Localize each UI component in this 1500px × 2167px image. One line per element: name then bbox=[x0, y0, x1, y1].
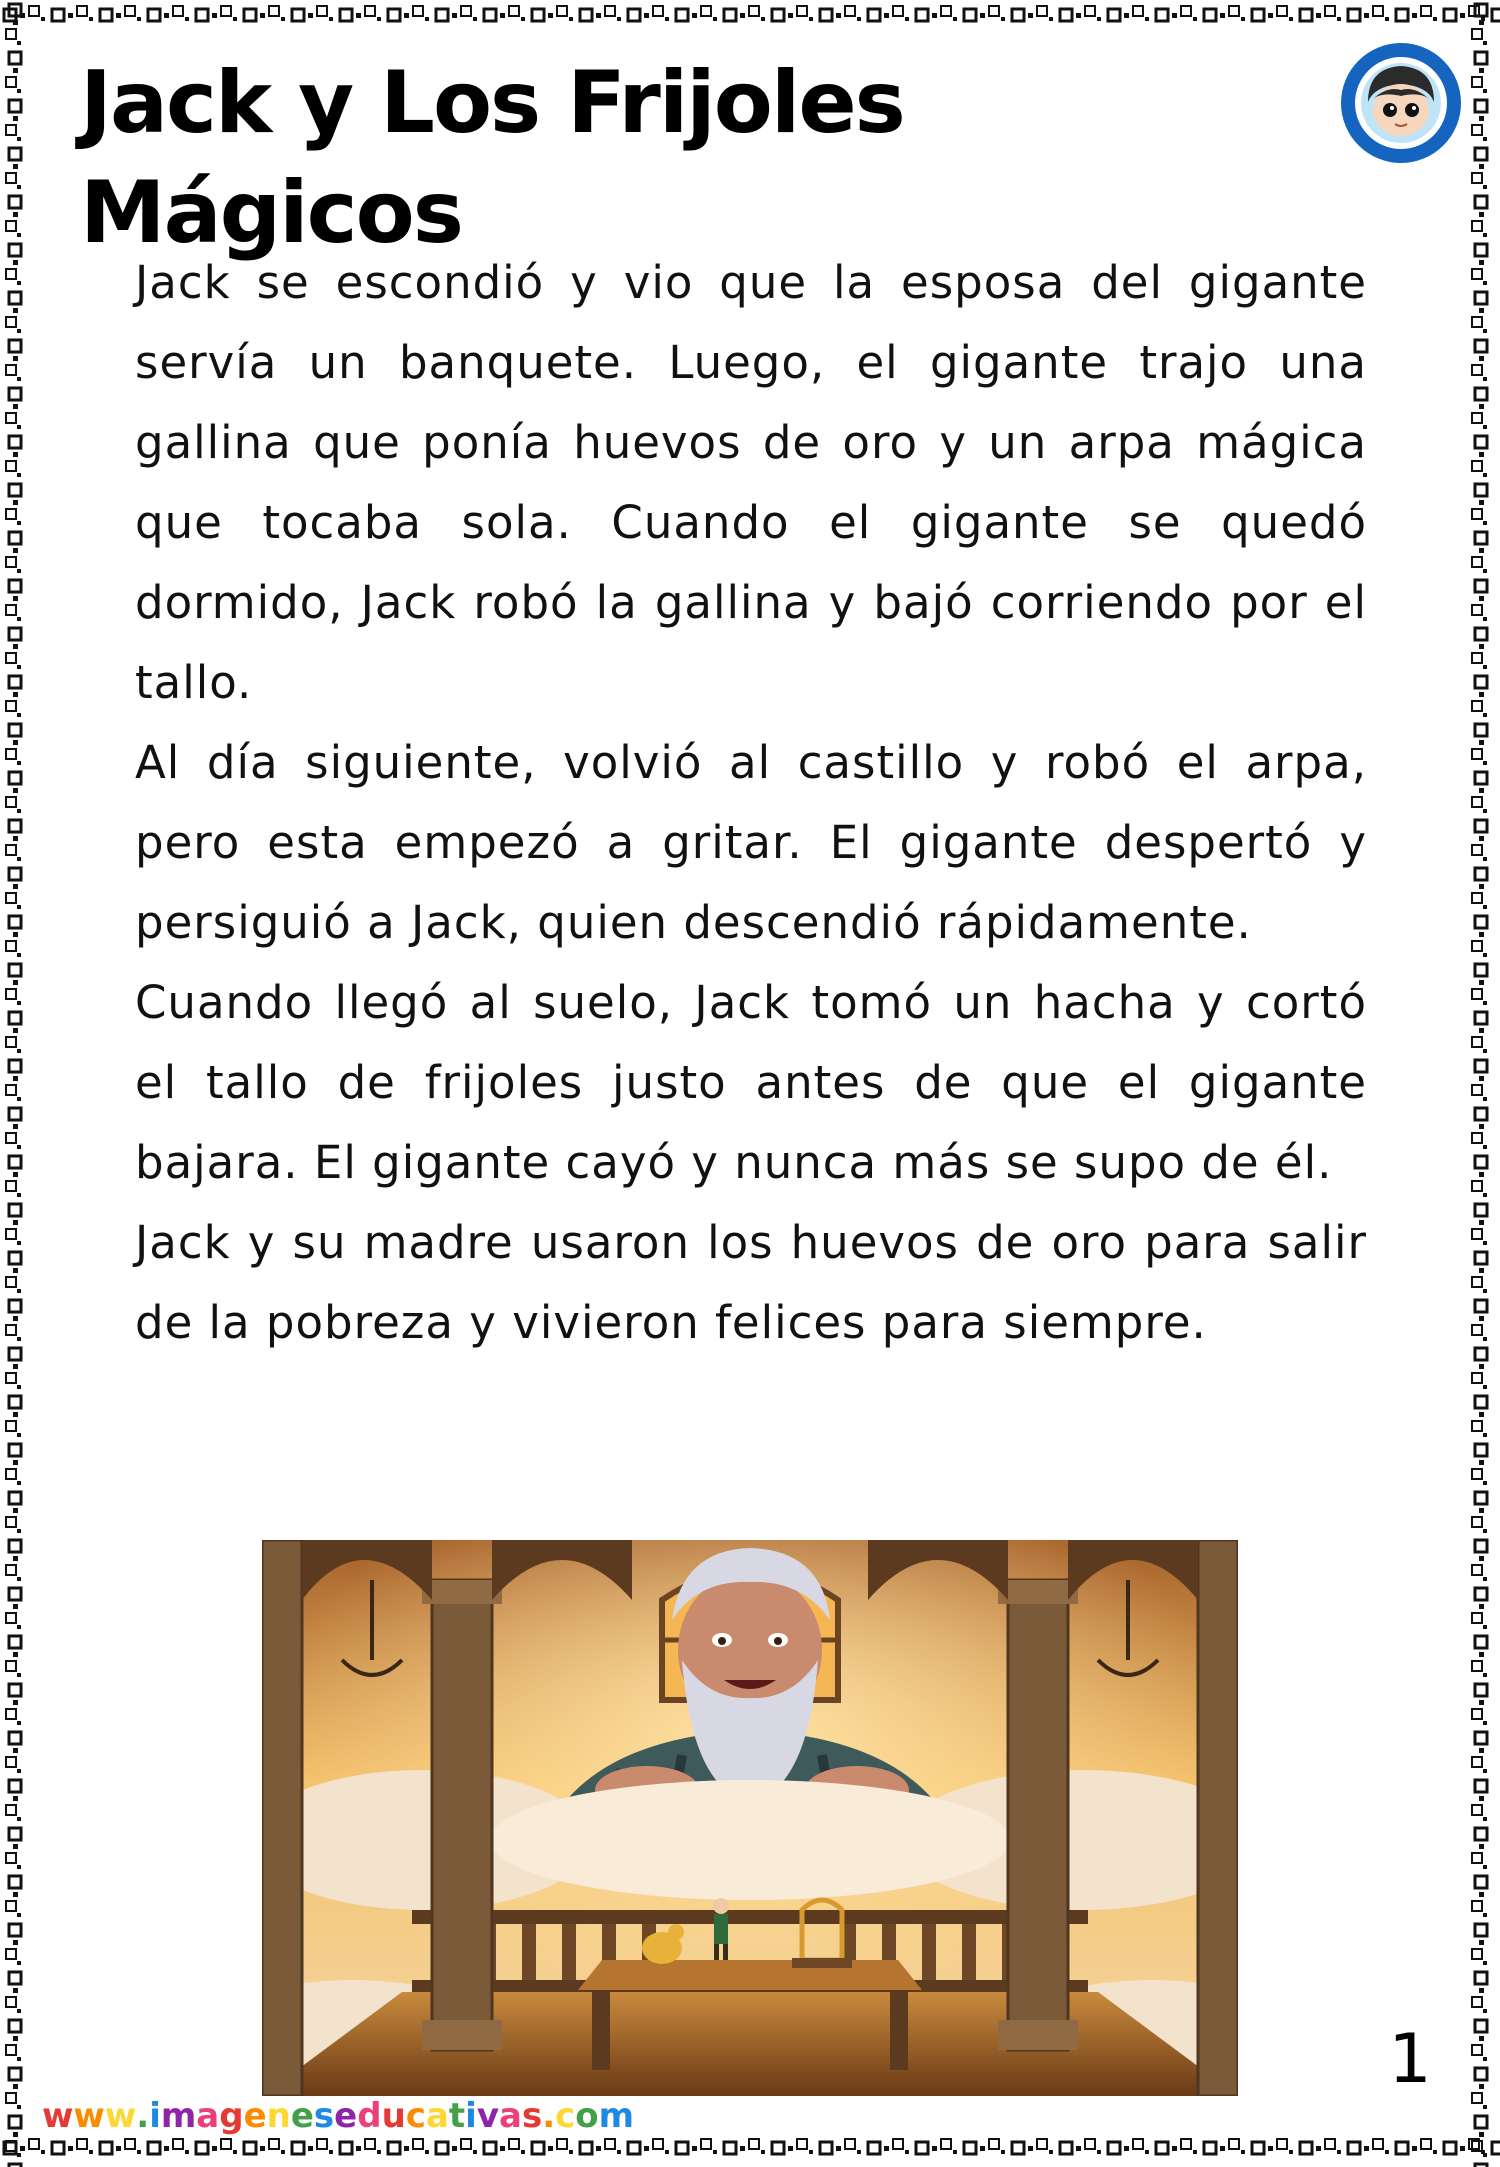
giant-castle-illustration bbox=[262, 1540, 1238, 2096]
decorative-border-left bbox=[0, 0, 34, 2167]
website-letter: i bbox=[149, 2096, 161, 2136]
website-letter: e bbox=[334, 2096, 358, 2136]
website-letter: . bbox=[136, 2096, 150, 2136]
website-letter: s bbox=[521, 2096, 543, 2136]
website-letter: w bbox=[104, 2096, 137, 2136]
story-paragraph: Jack y su madre usaron los huevos de oro para salir de la pobreza y vivieron felices para siempre. bbox=[135, 1216, 1367, 1349]
story-paragraph: Jack se escondió y vio que la esposa del gigante servía un banquete. Luego, el gigante trajo una gallina que ponía huevos de oro y un arpa mágica que tocaba sola. Cuando el gigante se quedó dormido, Jack robó la gallina y bajó corriendo por el tallo. bbox=[135, 256, 1367, 709]
website-letter: a bbox=[499, 2096, 522, 2136]
story-paragraph: Cuando llegó al suelo, Jack tomó un hacha y cortó el tallo de frijoles justo antes de que el gigante bajara. El gigante cayó y nunca más se supo de él. bbox=[135, 976, 1367, 1189]
website-letter: s bbox=[313, 2096, 335, 2136]
website-letter: g bbox=[219, 2096, 244, 2136]
page-number: 1 bbox=[1388, 2020, 1432, 2099]
story-text bbox=[135, 243, 1367, 1363]
website-letter: u bbox=[381, 2096, 406, 2136]
website-letter: e bbox=[243, 2096, 267, 2136]
website-letter: d bbox=[357, 2096, 382, 2136]
website-letter: o bbox=[575, 2096, 599, 2136]
website-letter: n bbox=[266, 2096, 291, 2136]
website-letter: m bbox=[598, 2096, 635, 2136]
website-letter: c bbox=[555, 2096, 576, 2136]
website-letter: i bbox=[465, 2096, 477, 2136]
website-letter: m bbox=[160, 2096, 197, 2136]
website-letter: t bbox=[448, 2096, 466, 2136]
website-letter: a bbox=[196, 2096, 220, 2136]
website-url[interactable] bbox=[42, 2096, 634, 2136]
website-letter: . bbox=[542, 2096, 556, 2136]
website-letter: w bbox=[42, 2096, 74, 2136]
cartoon-face-badge-icon bbox=[1338, 40, 1464, 166]
decorative-border-top bbox=[0, 0, 1500, 34]
website-letter: w bbox=[73, 2096, 105, 2136]
website-letter: c bbox=[405, 2096, 426, 2136]
website-letter: e bbox=[290, 2096, 314, 2136]
page-title: Jack y Los Frijoles Mágicos bbox=[80, 53, 904, 263]
story-paragraph: Al día siguiente, volvió al castillo y robó el arpa, pero esta empezó a gritar. El gigante despertó y persiguió a Jack, quien descendió rápidamente. bbox=[135, 736, 1367, 949]
decorative-border-right bbox=[1466, 0, 1500, 2167]
decorative-border-bottom bbox=[0, 2133, 1500, 2167]
website-letter: v bbox=[476, 2096, 499, 2136]
website-letter: a bbox=[425, 2096, 449, 2136]
